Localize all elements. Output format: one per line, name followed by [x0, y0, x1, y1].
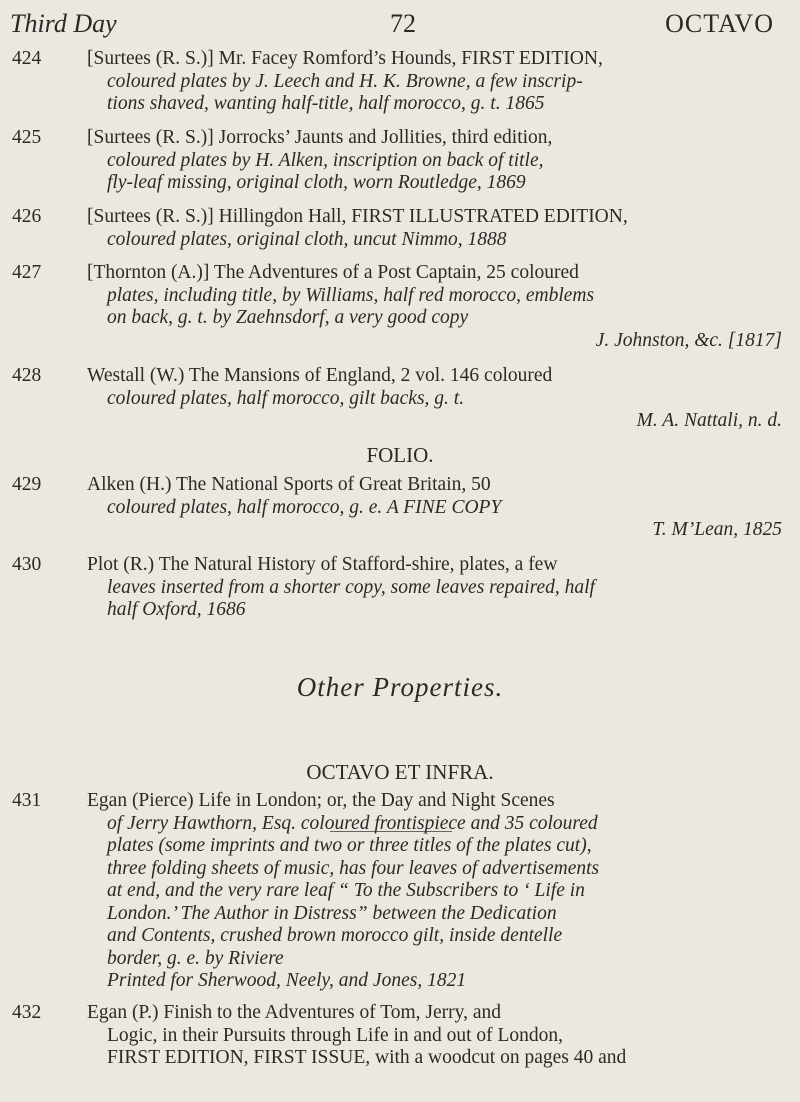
entry-imprint: J. Johnston, &c. [1817]	[595, 329, 782, 351]
entry-line: Logic, in their Pursuits through Life in and out of London,	[107, 1024, 564, 1046]
entry-imprint: M. A. Nattali, n. d.	[636, 410, 782, 431]
entry-line: Egan (P.) Finish to the Adventures of Tom, Jerry, and	[87, 1002, 502, 1023]
header-day: Third Day	[10, 9, 117, 38]
entry-line: Alken (H.) The National Sports of Great Britain, 50	[87, 474, 491, 495]
entry-line: and Contents, crushed brown morocco gilt, inside dentelle	[107, 925, 563, 946]
entry-line: London.’ The Author in Distress” between the Dedication	[107, 902, 557, 924]
lot-number: 430	[12, 554, 42, 575]
entry-line: plates, including title, by Williams, half red morocco, emblems	[107, 284, 595, 306]
entry-line: [Thornton (A.)] The Adventures of a Post Captain, 25 coloured	[87, 262, 579, 283]
entry-line: tions shaved, wanting half-title, half morocco, g. t. 1865	[107, 93, 545, 114]
lot-number: 425	[12, 127, 42, 148]
page-header	[10, 6, 774, 42]
lot-number: 428	[12, 365, 42, 386]
lot-number: 432	[12, 1002, 42, 1023]
entry-line: coloured plates, half morocco, g. e. A FINE COPY	[107, 496, 502, 518]
entry-line: coloured plates by H. Alken, inscription on back of title,	[107, 149, 544, 171]
lot-number: 427	[12, 262, 42, 283]
entry-line: plates (some imprints and two or three titles of the plates cut),	[107, 835, 592, 856]
entry-line: coloured plates, half morocco, gilt backs, g. t.	[107, 387, 465, 409]
entry-line: half Oxford, 1686	[107, 599, 246, 620]
entry-line: FIRST EDITION, FIRST ISSUE, with a woodcut on pages 40 and	[107, 1047, 627, 1068]
entry-line: fly-leaf missing, original cloth, worn Routledge, 1869	[107, 172, 526, 193]
entry-imprint: T. M’Lean, 1825	[652, 519, 782, 540]
entry-line: at end, and the very rare leaf “ To the Subscribers to ‘ Life in	[107, 880, 585, 901]
lot-number: 424	[12, 48, 42, 69]
entry-line: coloured plates by J. Leech and H. K. Browne, a few inscrip-	[107, 70, 583, 92]
lot-number: 429	[12, 474, 42, 495]
entry-line: coloured plates, original cloth, uncut Nimmo, 1888	[107, 228, 507, 250]
entry-line: border, g. e. by Riviere	[107, 947, 284, 969]
entry-line: Westall (W.) The Mansions of England, 2 vol. 146 coloured	[87, 365, 553, 386]
entry-line: of Jerry Hawthorn, Esq. coloured frontispiece and 35 coloured	[107, 812, 598, 834]
entry-line: [Surtees (R. S.)] Mr. Facey Romford’s Hounds, FIRST EDITION,	[87, 48, 603, 69]
entry-line: Egan (Pierce) Life in London; or, the Day and Night Scenes	[87, 790, 555, 811]
entry-line: [Surtees (R. S.)] Jorrocks’ Jaunts and Jollities, third edition,	[87, 127, 553, 148]
entry-line: [Surtees (R. S.)] Hillingdon Hall, FIRST ILLUSTRATED EDITION,	[87, 206, 628, 227]
entry-line: three folding sheets of music, has four leaves of advertisements	[107, 857, 600, 879]
entry-line: leaves inserted from a shorter copy, some leaves repaired, half	[107, 576, 595, 598]
lot-number: 426	[12, 206, 42, 227]
entry-line: on back, g. t. by Zaehnsdorf, a very good copy	[107, 307, 469, 328]
header-format: OCTAVO	[665, 9, 774, 38]
page-number: 72	[390, 9, 416, 38]
lot-number: 431	[12, 790, 42, 811]
section-heading-folio: FOLIO.	[366, 443, 434, 467]
section-heading-octavo: OCTAVO ET INFRA.	[306, 760, 494, 784]
entry-line: Plot (R.) The Natural History of Stafford-shire, plates, a few	[87, 554, 558, 575]
entry-imprint: Printed for Sherwood, Neely, and Jones, 1821	[107, 970, 467, 991]
section-heading-other-properties: Other Properties.	[296, 672, 504, 702]
